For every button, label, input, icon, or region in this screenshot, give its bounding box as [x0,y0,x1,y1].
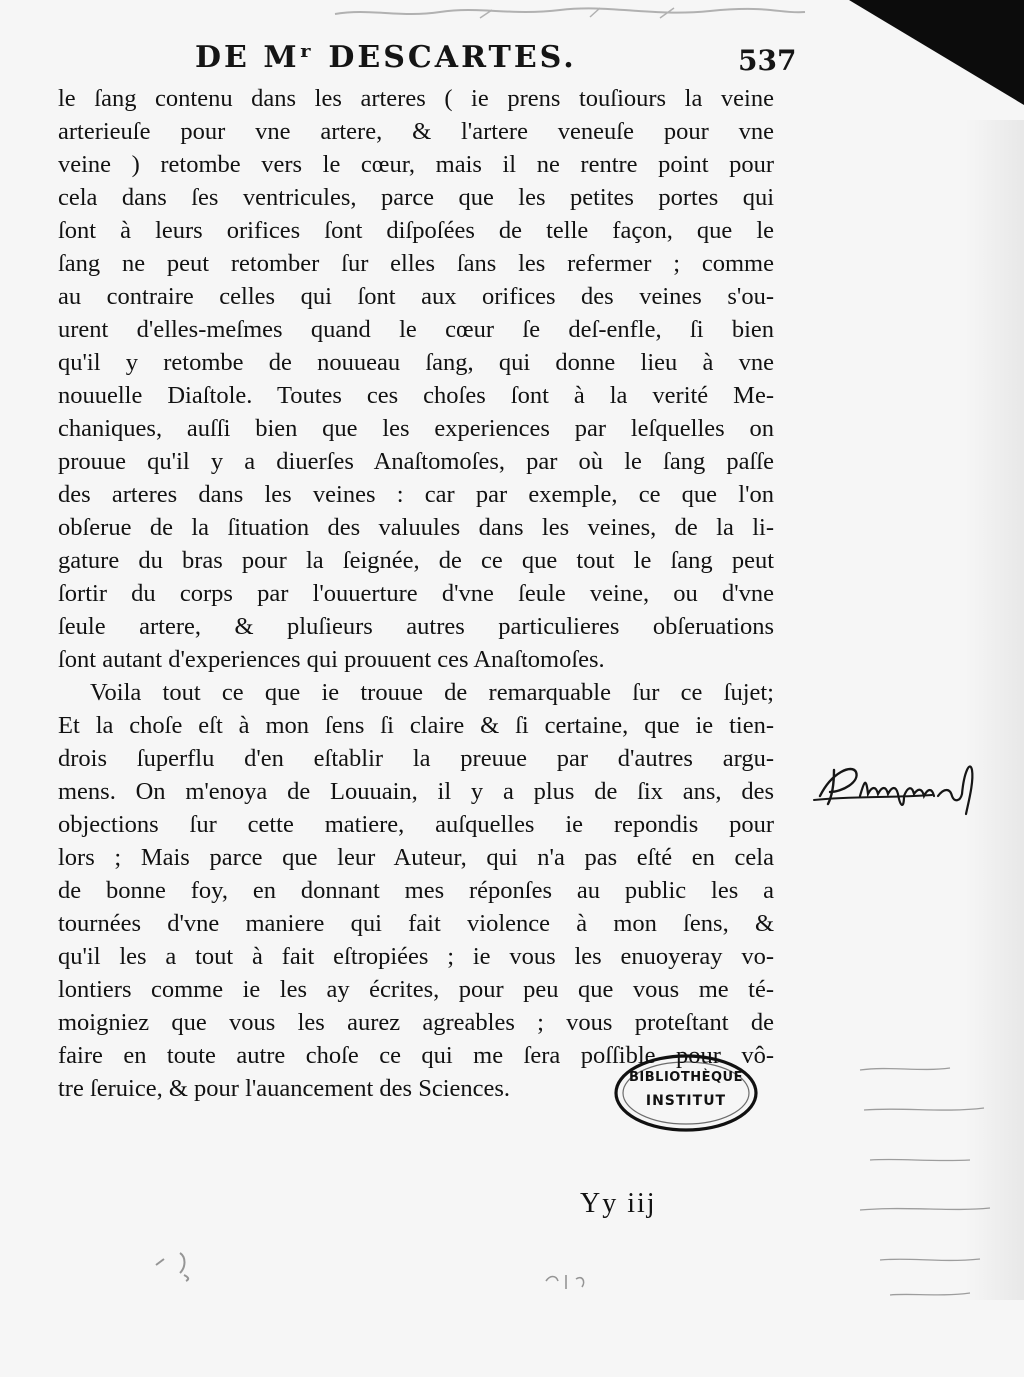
text-line: qu'il y retombe de nouueau ſang, qui donne lieu à vne [58,349,774,376]
signature-mark: Yy iij [580,1188,657,1219]
text-line: qu'il les a tout à fait eſtropiées ; ie vous les enuoyeray vo- [58,943,774,970]
text-line: ſortir du corps par l'ouuerture d'vne ſeule veine, ou d'vne [58,580,774,607]
library-stamp [612,1052,760,1134]
text-line: objections ſur cette matiere, auſquelles ie repondis pour [58,811,774,838]
text-line: prouue qu'il y a diuerſes Anaſtomoſes, par où le ſang paſſe [58,448,774,475]
text-line: veine ) retombe vers le cœur, mais il ne rentre point pour [58,151,774,178]
text-line: Et la choſe eſt à mon ſens ſi claire & ſi certaine, que ie tien- [58,712,774,739]
bleedthrough-mark [150,1245,210,1285]
page-number: 537 [738,44,797,77]
text-line: drois ſuperflu d'en eſtablir la preuue par d'autres argu- [58,745,774,772]
text-line: des arteres dans les veines : car par exemple, ce que l'on [58,481,774,508]
body-text [58,82,774,1105]
running-head: DE Mʳ DESCARTES. [195,40,577,75]
text-line: moigniez que vous les aurez agreables ; vous proteſtant de [58,1009,774,1036]
text-line: gature du bras pour la ſeignée, de ce que tout le ſang peut [58,547,774,574]
text-line: de bonne foy, en donnant mes réponſes au public les a [58,877,774,904]
text-line: ſont autant d'experiences qui prouuent ces Anaſtomoſes. [58,646,605,673]
text-line: tournées d'vne maniere qui fait violence à mon ſens, & [58,910,774,937]
text-line: au contraire celles qui ſont aux orifices des veines s'ou- [58,283,774,310]
text-line: Voila tout ce que ie trouue de remarquable ſur ce ſujet; [90,679,774,706]
text-line: ſeule artere, & pluſieurs autres particulieres obſeruations [58,613,774,640]
text-line: lors ; Mais parce que leur Auteur, qui n'a pas eſté en cela [58,844,774,871]
text-line: ſont à leurs orifices ſont diſpoſées de telle façon, que le [58,217,774,244]
text-line: mens. On m'enoya de Louuain, il y a plus de ſix ans, des [58,778,774,805]
text-line: le ſang contenu dans les arteres ( ie prens touſiours la veine [58,85,774,112]
scan-dark-corner [849,0,1024,105]
text-line: arterieuſe pour vne artere, & l'artere veneuſe pour vne [58,118,774,145]
text-line: cela dans ſes ventricules, parce que les petites portes qui [58,184,774,211]
text-line: obſerue de la ſituation des valuules dans les veines, de la li- [58,514,774,541]
stamp-text-line2: INSTITUT [645,1093,727,1109]
bleedthrough-marginalia [850,1050,1010,1310]
handwritten-signature-plempius [812,752,987,822]
text-line: ſang ne peut retomber ſur elles ſans les refermer ; comme [58,250,774,277]
text-line: urent d'elles-meſmes quand le cœur ſe deſ-enfle, ſi bien [58,316,774,343]
text-line: faire en toute autre choſe ce qui me ſera poſſible pour vô- [58,1042,774,1069]
text-line: nouuelle Diaſtole. Toutes ces choſes ſont à la verité Me- [58,382,774,409]
text-line: lontiers comme ie les ay écrites, pour peu que vous me té- [58,976,774,1003]
text-line: chaniques, auſſi bien que les experiences par leſquelles on [58,415,774,442]
bleedthrough-mark [540,1265,600,1295]
faint-bleedthrough-top [330,2,810,24]
stamp-text-line1: BIBLIOTHÈQUE [629,1070,743,1085]
text-line: tre ſeruice, & pour l'auancement des Sciences. [58,1075,511,1102]
